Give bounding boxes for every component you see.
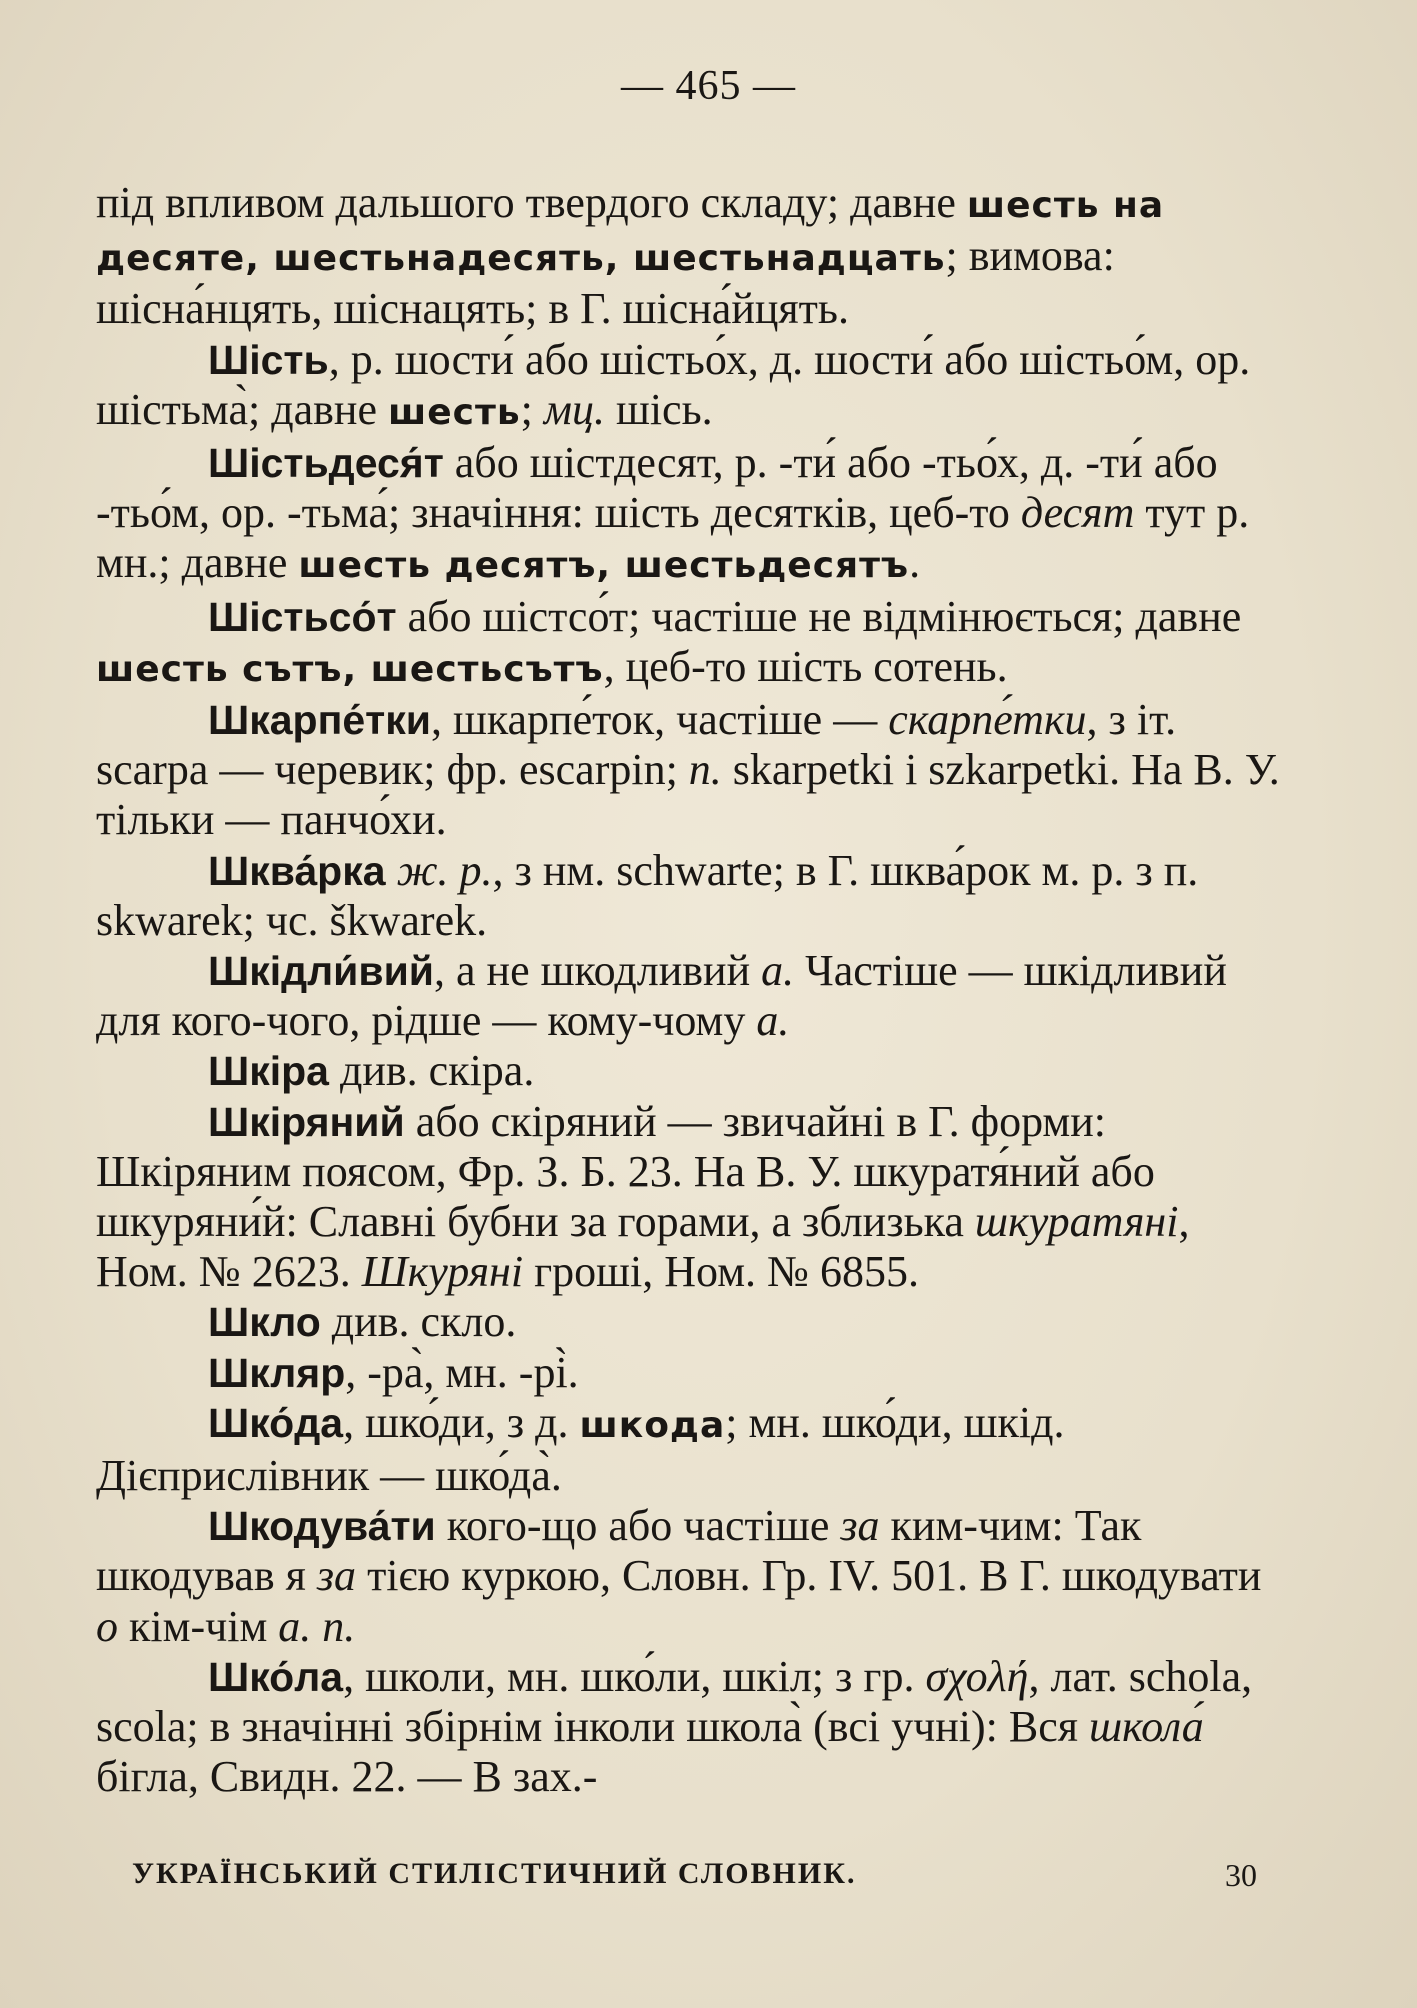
dictionary-entry (96, 1501, 1286, 1652)
signature-mark: 30 (1225, 1857, 1257, 1893)
dictionary-entry (96, 335, 1286, 438)
dictionary-entry (96, 1097, 1286, 1298)
text-run: , шко́ди, з д. (343, 1397, 580, 1447)
text-run: ; вимова: шісна́нцять, шіснацять; в Г. шісна́йцять. (96, 231, 1115, 334)
headword: Шква́рка (208, 847, 386, 894)
page-footer (132, 1857, 1257, 1907)
dictionary-entry (96, 695, 1286, 846)
italic-text: шкуратяні (974, 1197, 1179, 1247)
headword: Шко́ла (208, 1653, 344, 1700)
text-run (386, 846, 397, 895)
text-run: . (909, 538, 921, 588)
dictionary-entry (96, 1046, 1286, 1096)
dictionary-entry (96, 1398, 1286, 1501)
dictionary-entry (96, 438, 1286, 592)
text-run: , лат. schola, scola; в значінні збірнім інколи школа̀ (всі учні): Вся (96, 1651, 1253, 1752)
italic-text: σχολή (925, 1651, 1029, 1701)
entry-continuation (96, 178, 1286, 335)
text-run: ; (520, 384, 544, 434)
text-run: або скіряний — звичайні в Г. форми: Шкіряним поясом, Фр. З. Б. 23. На В. У. шкуратя́ний або шкуряни́й: Славні бубни за горами, а зблизька (96, 1096, 1155, 1247)
headword: Шко́да (208, 1399, 344, 1446)
dictionary-entry (96, 1652, 1286, 1803)
italic-text: ж. р. (396, 845, 493, 895)
old-form: шесть сътъ, шестьсътъ (96, 648, 604, 690)
italic-text: за (840, 1501, 880, 1551)
italic-text: школа́ (1088, 1702, 1204, 1752)
old-form: шесть на десяте, шестьнадесять, шестьнадцать (96, 185, 1165, 280)
footer-title: УКРАЇНСЬКИЙ СТИЛІСТИЧНИЙ СЛОВНИК. (132, 1857, 857, 1890)
text-run: шісь. (604, 384, 713, 434)
dictionary-text (96, 178, 1286, 1803)
italic-text: Шкуряні (361, 1247, 524, 1297)
page-number: — 465 — (621, 63, 796, 109)
text-run: , з нм. schwarte; в Г. шква́рок м. р. з п. skwarek; чс. škwarek. (96, 845, 1199, 945)
text-run: кого-що або частіше (435, 1501, 841, 1551)
dictionary-entry (96, 1297, 1286, 1347)
headword: Шкляр (208, 1349, 346, 1396)
text-run: , а не шкодливий (434, 946, 762, 996)
headword: Шкідли́вий (208, 948, 435, 995)
dictionary-entry (96, 946, 1286, 1046)
headword: Шість (208, 336, 329, 383)
italic-text: а. (756, 996, 790, 1046)
text-run: під впливом дальшого твердого складу; давне (96, 178, 967, 227)
text-run: ким-чим: Так шкодував я (96, 1501, 1142, 1601)
dictionary-entry (96, 846, 1286, 946)
text-run: , цеб-то шість сотень. (603, 641, 1008, 691)
italic-text: о (96, 1601, 118, 1651)
headword: Шістьсо́т (208, 593, 397, 640)
text-run: див. скіра. (328, 1046, 535, 1096)
headword: Шкодува́ти (208, 1503, 436, 1550)
italic-text: п. (688, 745, 722, 795)
text-run: skarpetki і szkarpetki. На В. У. тільки — панчо́хи. (96, 745, 1280, 845)
italic-text: а. п. (278, 1601, 356, 1651)
old-form: шкода (579, 1404, 726, 1446)
text-run: , з іт. scarpa — черевик; фр. escarpin; (96, 695, 1177, 795)
text-run: або шістдесят, р. -ти́ або -тьо́х, д. -ти́ або -тьо́м, ор. -тьма́; значіння: шість десятків, цеб-то (96, 438, 1218, 538)
headword: Шкіра (208, 1048, 329, 1095)
text-run: , шкарпе́ток, частіше — (430, 695, 889, 745)
headword: Шкло (208, 1299, 321, 1346)
text-run: тією куркою, Словн. Гр. IV. 501. В Г. шкодувати (356, 1551, 1262, 1601)
text-run: тут р. мн.; давне (96, 488, 1250, 588)
text-run: бігла, Свидн. 22. — В зах.- (96, 1752, 598, 1802)
text-run: Частіше — шкідливий для кого-чого, рідше — кому-чому (96, 946, 1227, 1046)
italic-text: скарпе́тки (888, 695, 1087, 745)
text-run: кім-чім (118, 1601, 279, 1651)
headword: Шістьдеся́т (208, 440, 444, 487)
old-form: шесть (388, 391, 521, 433)
italic-text: мц. (543, 384, 605, 434)
text-run: ; мн. шко́ди, шкід. Дієприслівник — шко́да̀. (96, 1397, 1065, 1501)
text-run: див. скло. (320, 1297, 517, 1347)
italic-text: а. (761, 946, 795, 996)
dictionary-entry (96, 592, 1286, 695)
italic-text: десят (1020, 488, 1135, 538)
old-form: шесть десятъ, шестьдесятъ (298, 545, 910, 587)
text-run: , школи, мн. шко́ли, шкіл; з гр. (343, 1651, 926, 1701)
dictionary-entry (96, 1348, 1286, 1398)
headword: Шкіряний (208, 1098, 405, 1145)
text-run: , р. шости́ або шістьо́х, д. шости́ або шістьо́м, ор. шістьма̀; давне (96, 334, 1251, 434)
text-run: , -ра̀, мн. -рі̀. (345, 1347, 579, 1397)
headword: Шкарпе́тки (208, 697, 431, 744)
text-run: гроші, Ном. № 6855. (523, 1247, 920, 1297)
text-run: або шістсо́т; частіше не відмінюється; давне (396, 591, 1242, 641)
text-run: , Ном. № 2623. (96, 1197, 1190, 1297)
italic-text: за (316, 1551, 357, 1601)
